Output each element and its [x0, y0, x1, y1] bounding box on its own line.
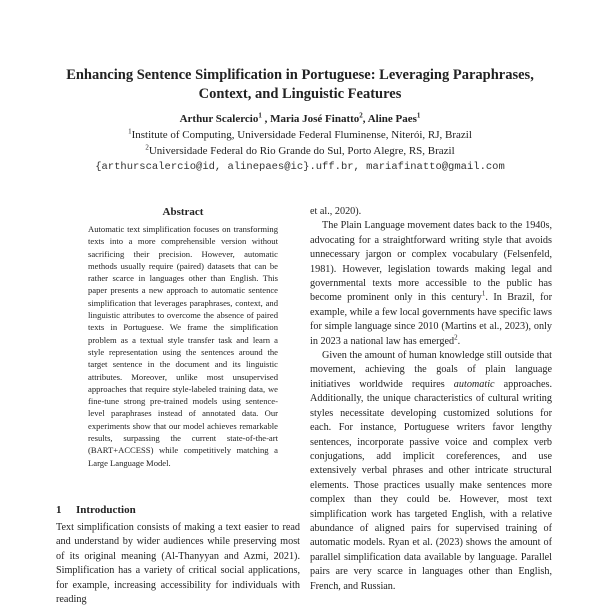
footnote-marker: 1 [481, 290, 486, 299]
section-heading [56, 503, 136, 517]
affiliation-2 [30, 144, 570, 158]
emphasis-text: automatic [453, 378, 495, 390]
footnote-marker: 2 [454, 333, 458, 342]
abstract-heading: Abstract [162, 206, 204, 218]
author-list: Arthur Scalercio$^1$ , Maria José Finatto$^2$, Aline Paes$^1$ [179, 111, 421, 125]
abstract-body: Automatic text simplification focuses on transforming texts into a more comprehensible version without sacrificing their precision. However, automatic methods usually require (paired) datasets that can be rather scarce in languages other than English. This paper presents a new approach to automatic sentence simplification that leverages paraphrases, context, and linguistic attributes to overcome the absence of paired texts in Portuguese. We frame the simplification problem as a textual style transfer task and learn a style representation using the sentences around the target sentence in the document and its linguistic attributes. Moreover, unlike most unsupervised approaches that require style-labeled training data, we fine-tune strong pre-trained models using sentence-level paraphrases instead of annotated data. Our experiments show that our model achieves remarkable results, surpassing the current state-of-the-art (BART+ACCESS) while competitively matching a Large Language Model. [88, 224, 278, 468]
paragraph-text: Given the amount of human knowledge still outside that movement, achieving the goals of plain language initiatives worldwide requires [310, 350, 552, 390]
title-line-1: Enhancing Sentence Simplification in Portuguese: Leveraging Paraphrases, [66, 67, 534, 83]
author-affil-marker: 2 [359, 111, 363, 120]
title-line-2: Context, and Linguistic Features [198, 86, 402, 102]
author-emails: {arthurscalercio@id, alinepaes@ic}.uff.br, mariafinatto@gmail.com [95, 161, 505, 173]
author-affil-marker: 1 [416, 111, 421, 120]
affiliation-1 [30, 128, 570, 142]
paragraph-plain-language [310, 219, 552, 349]
paragraph-automatic-approaches [310, 349, 552, 594]
continued-paragraph: et al., 2020). [310, 206, 362, 217]
author-affil-marker: 1 [258, 111, 262, 120]
section-number: 1 [56, 504, 62, 516]
paragraph-text: approaches. Additionally, the unique characteristics of cultural writing styles necessitate developing customized solutions for each. For instance, Portuguese writers favor lengthy sentences, incorporate passive voice and complex verb conjugations, add implicit coreferences, and use extensively verbal phrases and other intricate structural elements. Those practices usually make sentences more complex than they could be. However, most text simplification work has targeted English, with a relative abundance of aligned pairs for supervised training of automatic models. Ryan et al. (2023) shows the amount of parallel simplification data available by language. Parallel pairs are very scarce in languages other than English, French, and Russian. [310, 378, 552, 592]
affiliation-text: Institute of Computing, Universidade Federal Fluminense, Niterói, RJ, Brazil [131, 129, 472, 141]
paragraph-text: . [457, 335, 461, 347]
paragraph-text: . In Brazil, for example, while a few local governments have specific laws for simple language since 2010 (Martins et al., 2023), only in 2023 a national law has emerged [310, 292, 552, 347]
author-name: Maria José Finatto [270, 113, 360, 125]
author-name: Arthur Scalercio [179, 113, 259, 125]
section-title: Introduction [76, 504, 136, 516]
author-name: Aline Paes [367, 113, 417, 125]
introduction-body: Text simplification consists of making a text easier to read and understand by wider audiences while preserving most of its original meaning (Al-Thanyyan and Azmi, 2021). Simplification has a variety of critical social applications, for example, increasing accessibility for individuals with reading [56, 522, 300, 606]
paragraph-text: The Plain Language movement dates back to the 1940s, advocating for a straightforward writing style that avoids unnecessary jargon or complex vocabulary (Felsenfeld, 1981). However, legislation towards making legal and governmental texts more accessible to the public has become prominent only in this century [310, 220, 552, 304]
affiliation-marker: 1 [128, 127, 132, 136]
paper-title [30, 66, 570, 104]
right-column [310, 205, 552, 600]
affiliation-marker: 2 [145, 143, 149, 152]
affiliation-text: Universidade Federal do Rio Grande do Sul, Porto Alegre, RS, Brazil [148, 145, 455, 157]
